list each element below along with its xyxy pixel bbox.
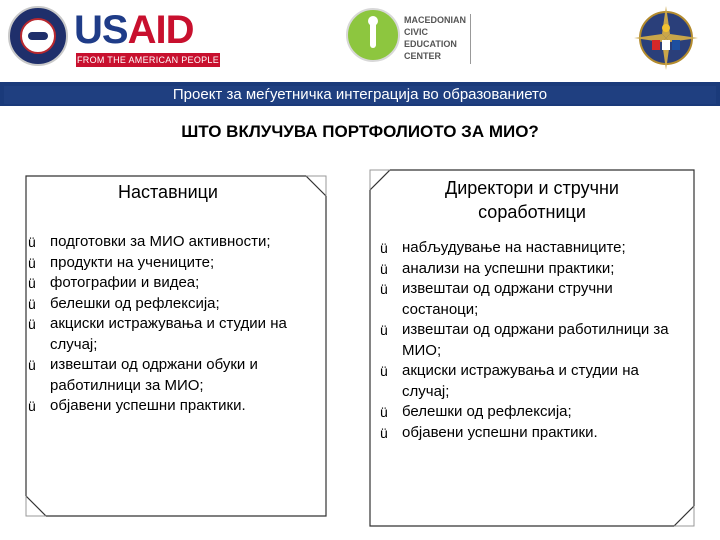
compass-flags-logo xyxy=(632,4,700,72)
item-text: акциски истражувања и студии на случај; xyxy=(402,362,639,400)
mcec-logo xyxy=(346,8,400,62)
card-title-line: соработници xyxy=(478,202,586,222)
checkmark-icon: ü xyxy=(28,316,36,332)
directors-card xyxy=(362,162,702,534)
checkmark-icon: ü xyxy=(380,240,388,256)
item-text: акциски истражувања и студии на случај; xyxy=(50,315,287,353)
card-title xyxy=(382,176,682,224)
usaid-logo-us: US xyxy=(74,8,128,52)
list-item xyxy=(28,396,324,417)
list-item xyxy=(28,314,324,355)
checkmark-icon: ü xyxy=(380,363,388,379)
item-text: белешки од рефлексија; xyxy=(50,294,220,312)
checkmark-icon: ü xyxy=(380,404,388,420)
checkmark-icon: ü xyxy=(380,260,388,277)
list-item xyxy=(380,402,690,423)
mcec-line: CENTER xyxy=(404,51,442,61)
list-item xyxy=(28,273,324,294)
project-banner xyxy=(0,82,720,106)
usaid-seal-logo xyxy=(8,6,68,66)
mcec-line: EDUCATION xyxy=(404,39,457,49)
directors-list xyxy=(380,238,690,443)
list-item xyxy=(380,320,690,361)
page-title: ШТО ВКЛУЧУВА ПОРТФОЛИОТО ЗА МИО? xyxy=(181,122,539,141)
list-item xyxy=(380,238,690,259)
checkmark-icon: ü xyxy=(28,234,36,250)
list-item xyxy=(28,294,324,315)
usaid-tagline: FROM THE AMERICAN PEOPLE xyxy=(76,55,220,65)
checkmark-icon: ü xyxy=(28,357,36,373)
checkmark-icon: ü xyxy=(380,281,388,297)
item-text: набљудување на наставниците; xyxy=(402,239,626,256)
item-text: извештаи од одржани обуки и работилници за МИО; xyxy=(50,356,258,394)
list-item xyxy=(380,279,690,320)
mcec-line: MACEDONIAN xyxy=(404,15,466,25)
checkmark-icon: ü xyxy=(380,322,388,338)
teachers-list xyxy=(28,232,324,417)
mcec-line: CIVIC xyxy=(404,27,429,37)
list-item xyxy=(28,355,324,396)
item-text: извештаи од одржани стручни состаноци; xyxy=(402,280,613,318)
logo-divider xyxy=(470,14,471,64)
item-text: извештаи од одржани работилници за МИО; xyxy=(402,321,669,359)
item-text: фотографии и видеа; xyxy=(50,274,200,291)
list-item xyxy=(28,253,324,274)
item-text: објавени успешни практики. xyxy=(50,397,246,414)
card-title: Наставници xyxy=(118,182,218,202)
handshake-icon xyxy=(28,32,48,40)
usaid-logo-aid: AID xyxy=(127,8,194,52)
mcec-name xyxy=(404,14,466,62)
banner-text: Проект за меѓуетничка интеграција во образованието xyxy=(4,86,716,104)
item-text: анализи на успешни практики; xyxy=(402,259,615,277)
checkmark-icon: ü xyxy=(380,424,388,441)
list-item xyxy=(380,423,690,444)
list-item xyxy=(28,232,324,253)
mcec-figure-body xyxy=(370,22,376,48)
usaid-logo-text xyxy=(74,10,193,50)
checkmark-icon: ü xyxy=(28,254,36,271)
teachers-card xyxy=(18,168,334,524)
checkmark-icon: ü xyxy=(28,275,36,291)
seal-inner xyxy=(20,18,56,54)
item-text: објавени успешни практики. xyxy=(402,423,598,441)
checkmark-icon: ü xyxy=(28,295,36,312)
checkmark-icon: ü xyxy=(28,398,36,414)
item-text: продукти на учениците; xyxy=(50,253,215,271)
item-text: подготовки за МИО активности; xyxy=(50,233,271,250)
list-item xyxy=(380,259,690,280)
header xyxy=(0,0,720,82)
card-title-line: Директори и стручни xyxy=(445,178,619,198)
item-text: белешки од рефлексија; xyxy=(402,403,572,420)
list-item xyxy=(380,361,690,402)
